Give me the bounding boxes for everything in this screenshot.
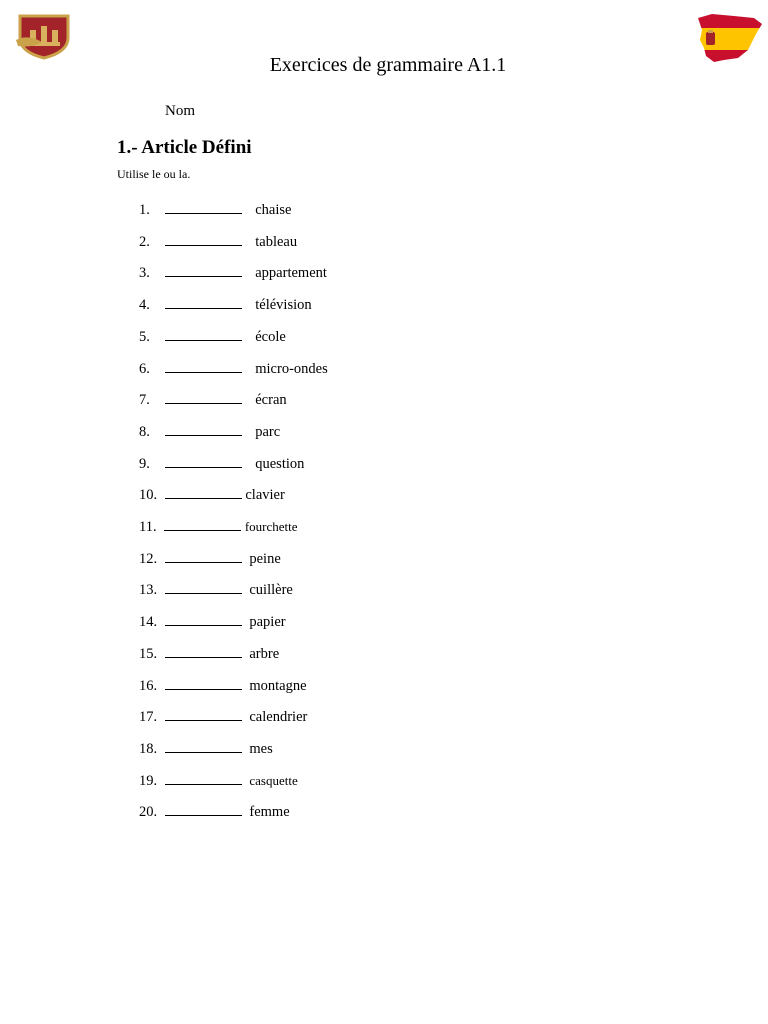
exercise-word: mes <box>249 740 273 757</box>
exercise-word: tableau <box>255 233 298 250</box>
exercise-word: fourchette <box>244 519 298 534</box>
exercise-number: 18. <box>139 740 158 757</box>
exercise-number: 13. <box>139 582 158 599</box>
answer-blank[interactable] <box>165 296 242 309</box>
answer-blank[interactable] <box>165 550 242 563</box>
exercise-word: micro-ondes <box>255 360 328 377</box>
exercise-word: casquette <box>249 772 298 788</box>
exercise-item <box>139 739 273 759</box>
answer-blank[interactable] <box>165 486 242 499</box>
exercise-number: 1. <box>139 202 150 218</box>
exercise-item <box>139 771 298 791</box>
exercise-word: femme <box>249 804 290 821</box>
page-title: Exercices de grammaire A1.1 <box>269 54 507 76</box>
answer-blank[interactable] <box>165 677 242 690</box>
exercise-item <box>139 359 328 379</box>
exercise-item <box>139 802 290 822</box>
answer-blank[interactable] <box>165 264 242 277</box>
answer-blank[interactable] <box>165 328 242 341</box>
exercise-number: 7. <box>139 392 150 409</box>
exercise-word: télévision <box>255 297 312 314</box>
exercise-number: 10. <box>139 487 158 504</box>
exercise-item <box>139 263 327 283</box>
exercise-number: 11. <box>139 519 157 535</box>
exercise-number: 6. <box>139 360 150 377</box>
school-crest-icon <box>14 10 74 60</box>
exercise-word: arbre <box>249 645 280 662</box>
exercise-item <box>139 327 286 347</box>
exercise-word: peine <box>249 550 281 567</box>
name-label: Nom <box>165 103 195 119</box>
exercise-number: 8. <box>139 423 150 440</box>
answer-blank[interactable] <box>165 391 242 404</box>
exercise-number: 12. <box>139 550 158 567</box>
answer-blank[interactable] <box>165 201 242 214</box>
exercise-word: appartement <box>255 265 327 282</box>
exercise-word: montagne <box>249 677 307 694</box>
exercise-number: 20. <box>139 804 158 821</box>
exercise-item <box>139 422 280 442</box>
exercise-word: école <box>255 328 286 345</box>
exercise-number: 16. <box>139 677 158 694</box>
answer-blank[interactable] <box>165 233 242 246</box>
exercise-item <box>139 517 298 537</box>
exercise-item <box>139 390 287 410</box>
exercise-word: papier <box>249 614 286 631</box>
answer-blank[interactable] <box>165 423 242 436</box>
exercise-item <box>139 485 285 505</box>
section-heading: 1.- Article Défini <box>117 137 252 158</box>
exercise-word: cuillère <box>249 582 293 599</box>
answer-blank[interactable] <box>165 772 242 785</box>
exercise-item <box>139 232 297 252</box>
exercise-item <box>139 644 279 664</box>
answer-blank[interactable] <box>165 740 242 753</box>
exercise-word: chaise <box>255 202 292 218</box>
exercise-item <box>139 295 312 315</box>
exercise-word: parc <box>255 423 281 440</box>
exercise-number: 19. <box>139 772 158 789</box>
answer-blank[interactable] <box>165 613 242 626</box>
exercise-number: 3. <box>139 265 150 282</box>
exercise-word: clavier <box>245 487 285 504</box>
answer-blank[interactable] <box>165 803 242 816</box>
exercise-number: 14. <box>139 614 158 631</box>
exercise-item <box>139 580 293 600</box>
answer-blank[interactable] <box>165 708 242 721</box>
answer-blank[interactable] <box>165 360 242 373</box>
exercise-word: calendrier <box>249 709 308 726</box>
exercise-number: 4. <box>139 297 150 314</box>
exercise-number: 2. <box>139 233 150 250</box>
exercise-item <box>139 200 291 220</box>
answer-blank[interactable] <box>165 455 242 468</box>
exercise-number: 9. <box>139 455 150 472</box>
exercise-item <box>139 676 307 696</box>
exercise-item <box>139 612 286 632</box>
exercise-item <box>139 707 307 727</box>
exercise-word: écran <box>255 392 287 409</box>
exercise-number: 5. <box>139 328 150 345</box>
exercise-item <box>139 454 304 474</box>
exercise-number: 17. <box>139 709 158 726</box>
answer-blank[interactable] <box>165 645 242 658</box>
answer-blank[interactable] <box>164 518 241 531</box>
exercise-word: question <box>255 455 305 472</box>
exercise-number: 15. <box>139 645 158 662</box>
exercise-item <box>139 549 281 569</box>
answer-blank[interactable] <box>165 581 242 594</box>
instruction-text: Utilise le ou la. <box>117 167 191 181</box>
